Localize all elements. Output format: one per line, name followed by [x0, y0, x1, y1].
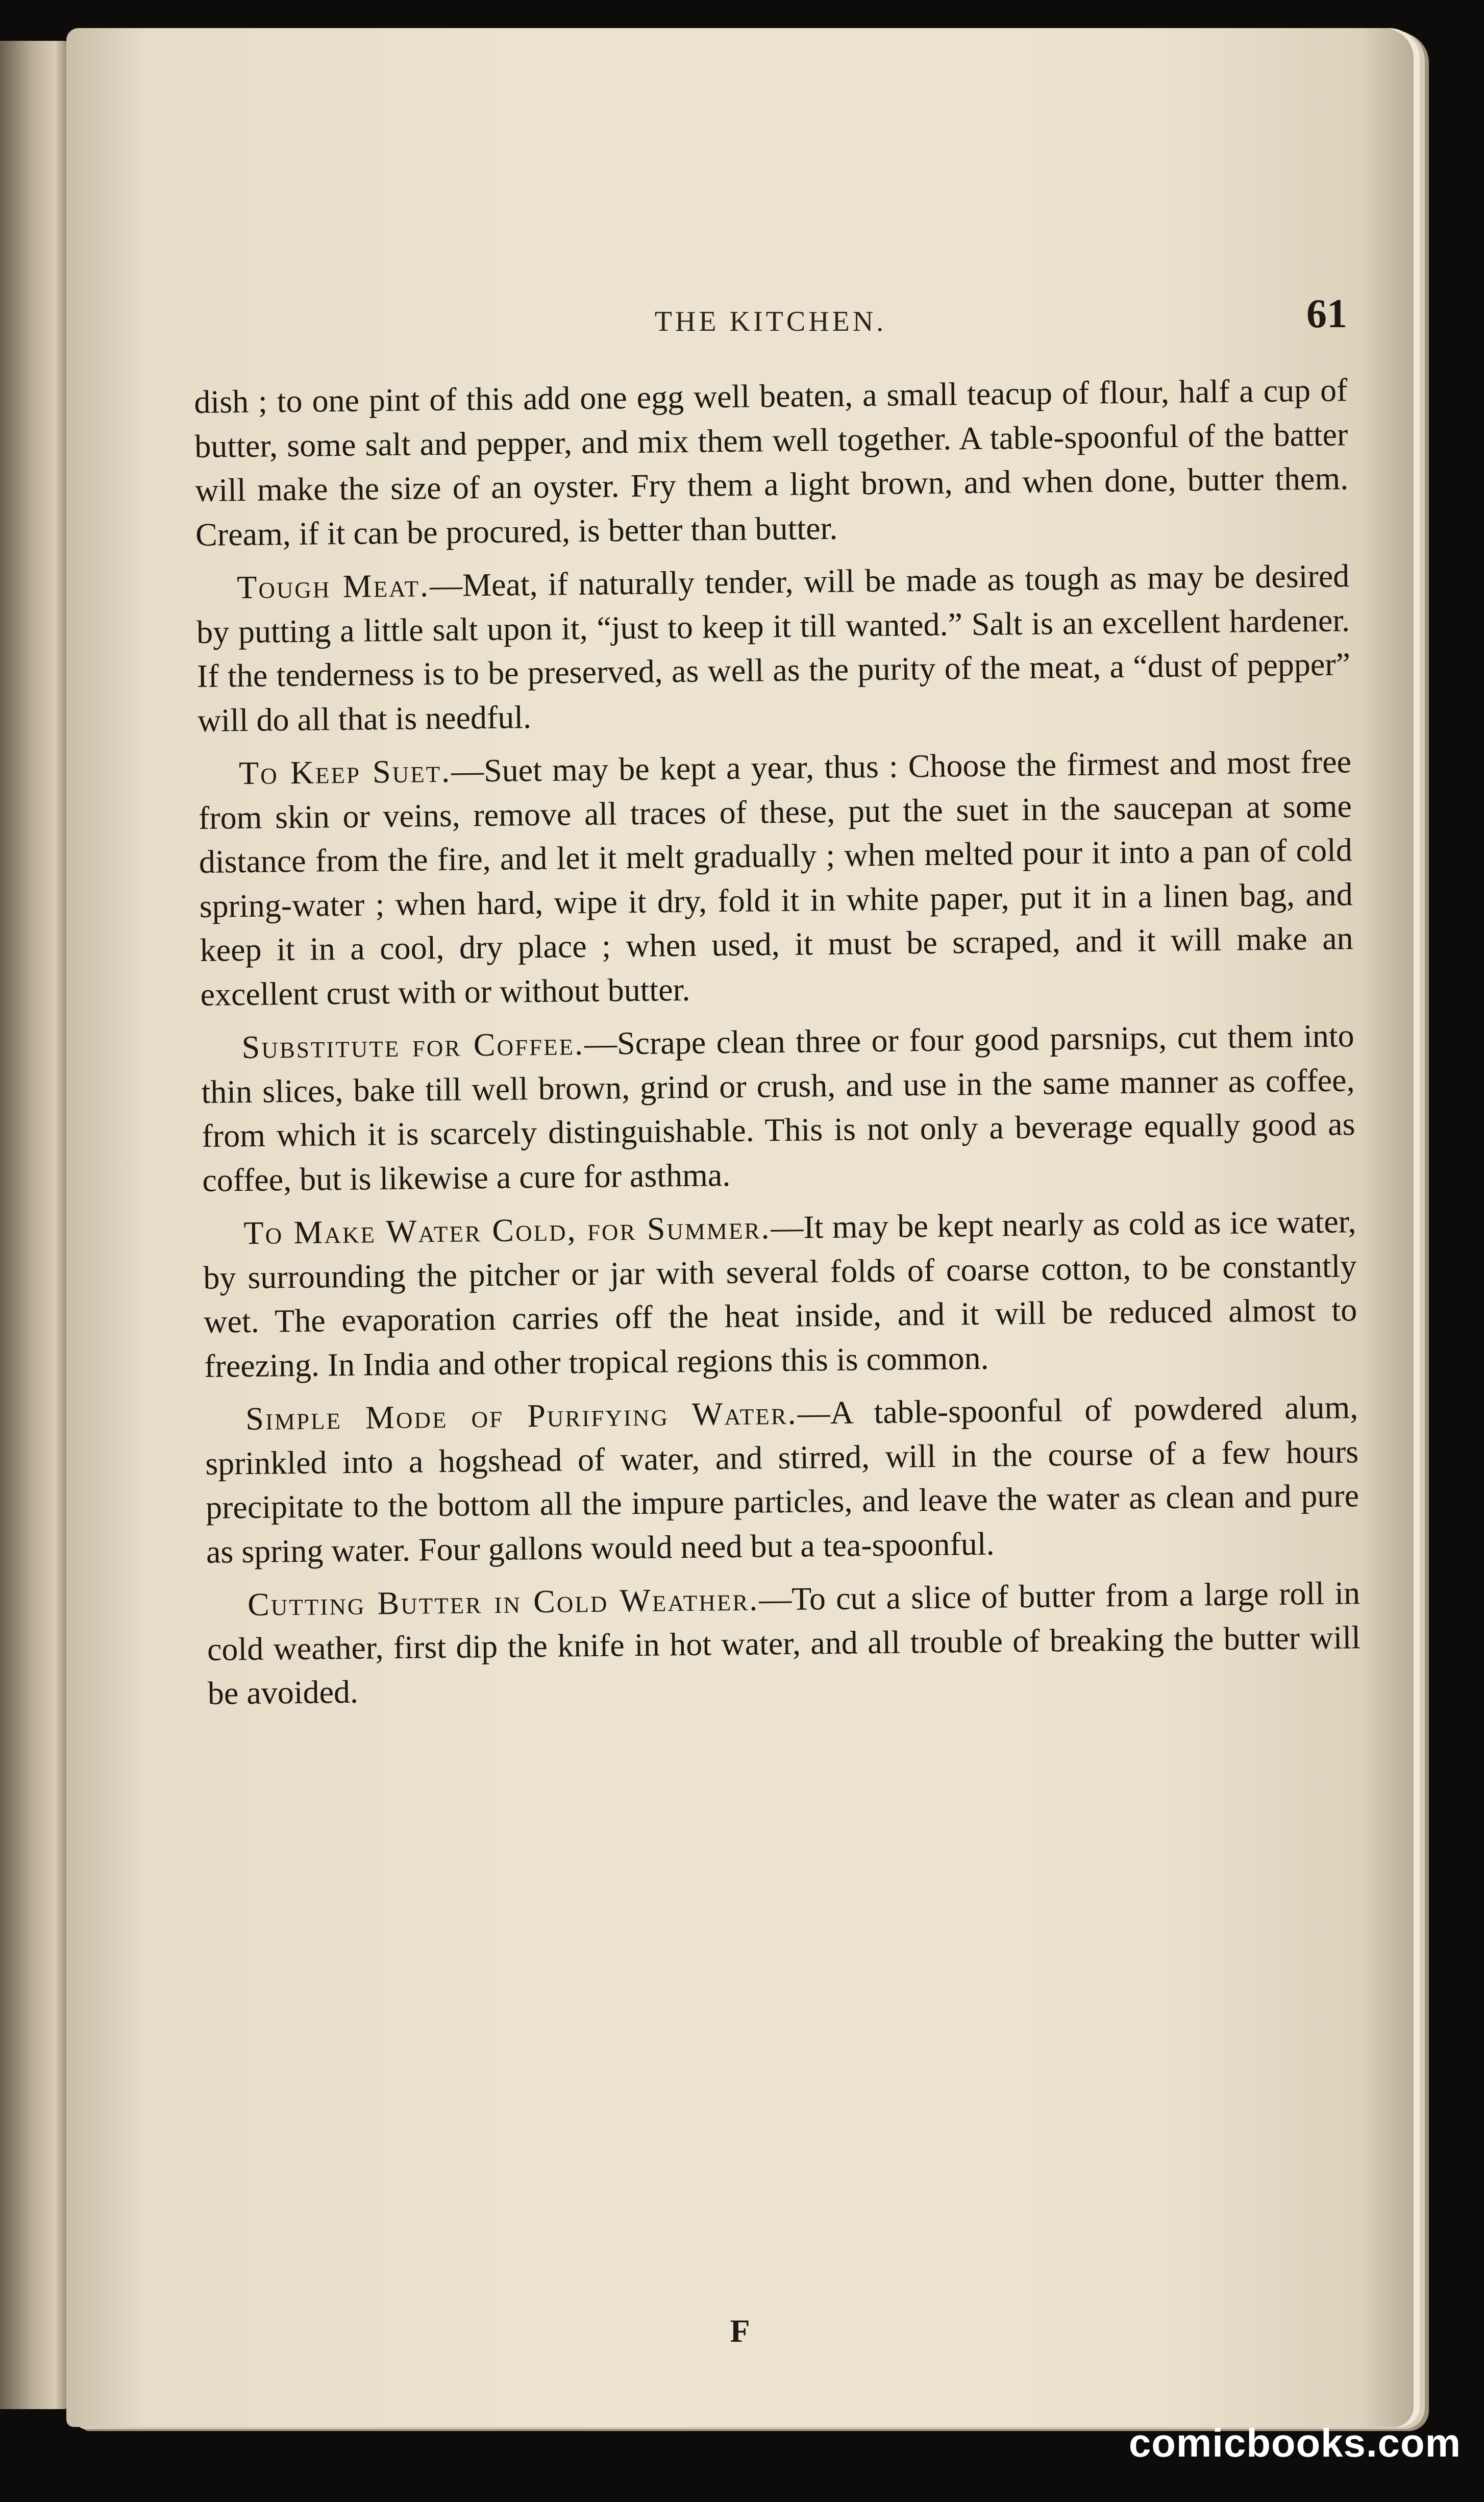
entry-heading: Cutting Butter in Cold Weather. — [247, 1581, 759, 1623]
page-header — [194, 291, 1347, 370]
entry-water-cold — [203, 1199, 1357, 1388]
entry-heading: Simple Mode of Purifying Water. — [245, 1394, 798, 1437]
entry-body: —To cut a slice of butter from a large roll in cold weather, first dip the knife in hot water, and all trouble of breaking the butter will be avoided. — [207, 1575, 1361, 1711]
signature-mark: F — [730, 2313, 750, 2349]
entry-body: —Suet may be kept a year, thus : Choose the firmest and most free from skin or veins, remove all traces of these, put the suet in the saucepan at some distance from the fire, and let it melt gradually ; when melted pour it into a pan of cold spring-water ; when hard, wipe it dry, fold it in white paper, put it in a linen bag, and keep it in a cool, dry place ; when used, it must be scraped, and it will make an excellent crust with or without butter. — [198, 743, 1353, 1013]
entry-heading: Substitute for Coffee. — [241, 1025, 585, 1066]
page-number: 61 — [1306, 291, 1347, 336]
entry-keep-suet — [198, 740, 1354, 1017]
watermark: comicbooks.com — [1128, 2420, 1461, 2465]
intro-paragraph: dish ; to one pint of this add one egg well beaten, a small teacup of flour, half a cup of butter, some salt and pepper, and mix them well together. A table-spoonful of the batter will make the size of an oyster. Fry them a light brown, and when done, butter them. Cream, if it can be procured, is better than butter. — [194, 372, 1349, 553]
entry-purifying-water — [205, 1385, 1359, 1574]
entry-body: —Scrape clean three or four good parsnips, cut them into thin slices, bake till well brown, grind or crush, and use in the same manner as coffee, from which it is scarcely distinguishable. This is not only a beverage equally good as coffee, but is likewise a cure for asthma. — [201, 1017, 1355, 1198]
running-head: THE KITCHEN. — [654, 306, 887, 337]
entry-body: —A table-spoonful of powdered alum, sprinkled into a hogshead of water, and stirred, will in the course of a few hours precipitate to the bottom all the impure particles, and leave the water as clean and pure as spring water. Four gallons would need but a tea-spoonful. — [205, 1389, 1359, 1570]
entry-body: —Meat, if naturally tender, will be made as tough as may be desired by putting a little salt upon it, “just to keep it till wanted.” Salt is an excellent hardener. If the tenderness is to be preserved, as well as the purity of the meat, a “dust of pepper” will do all that is needful. — [196, 557, 1351, 739]
page-text — [194, 368, 1361, 1715]
left-page-edge — [0, 41, 69, 2409]
entry-cutting-butter — [207, 1571, 1362, 1715]
entry-heading: Tough Meat. — [236, 567, 430, 606]
entry-heading: To Make Water Cold, for Summer. — [243, 1209, 771, 1252]
entry-tough-meat — [196, 554, 1351, 743]
book-page — [66, 28, 1414, 2427]
entry-coffee-substitute — [201, 1014, 1355, 1203]
entry-heading: To Keep Suet. — [238, 752, 452, 792]
entry-body: —It may be kept nearly as cold as ice water, by surrounding the pitcher or jar with several folds of coarse cotton, to be constantly wet. The evaporation carries off the heat inside, and it will be reduced almost to freezing. In India and other tropical regions this is common. — [203, 1203, 1357, 1384]
